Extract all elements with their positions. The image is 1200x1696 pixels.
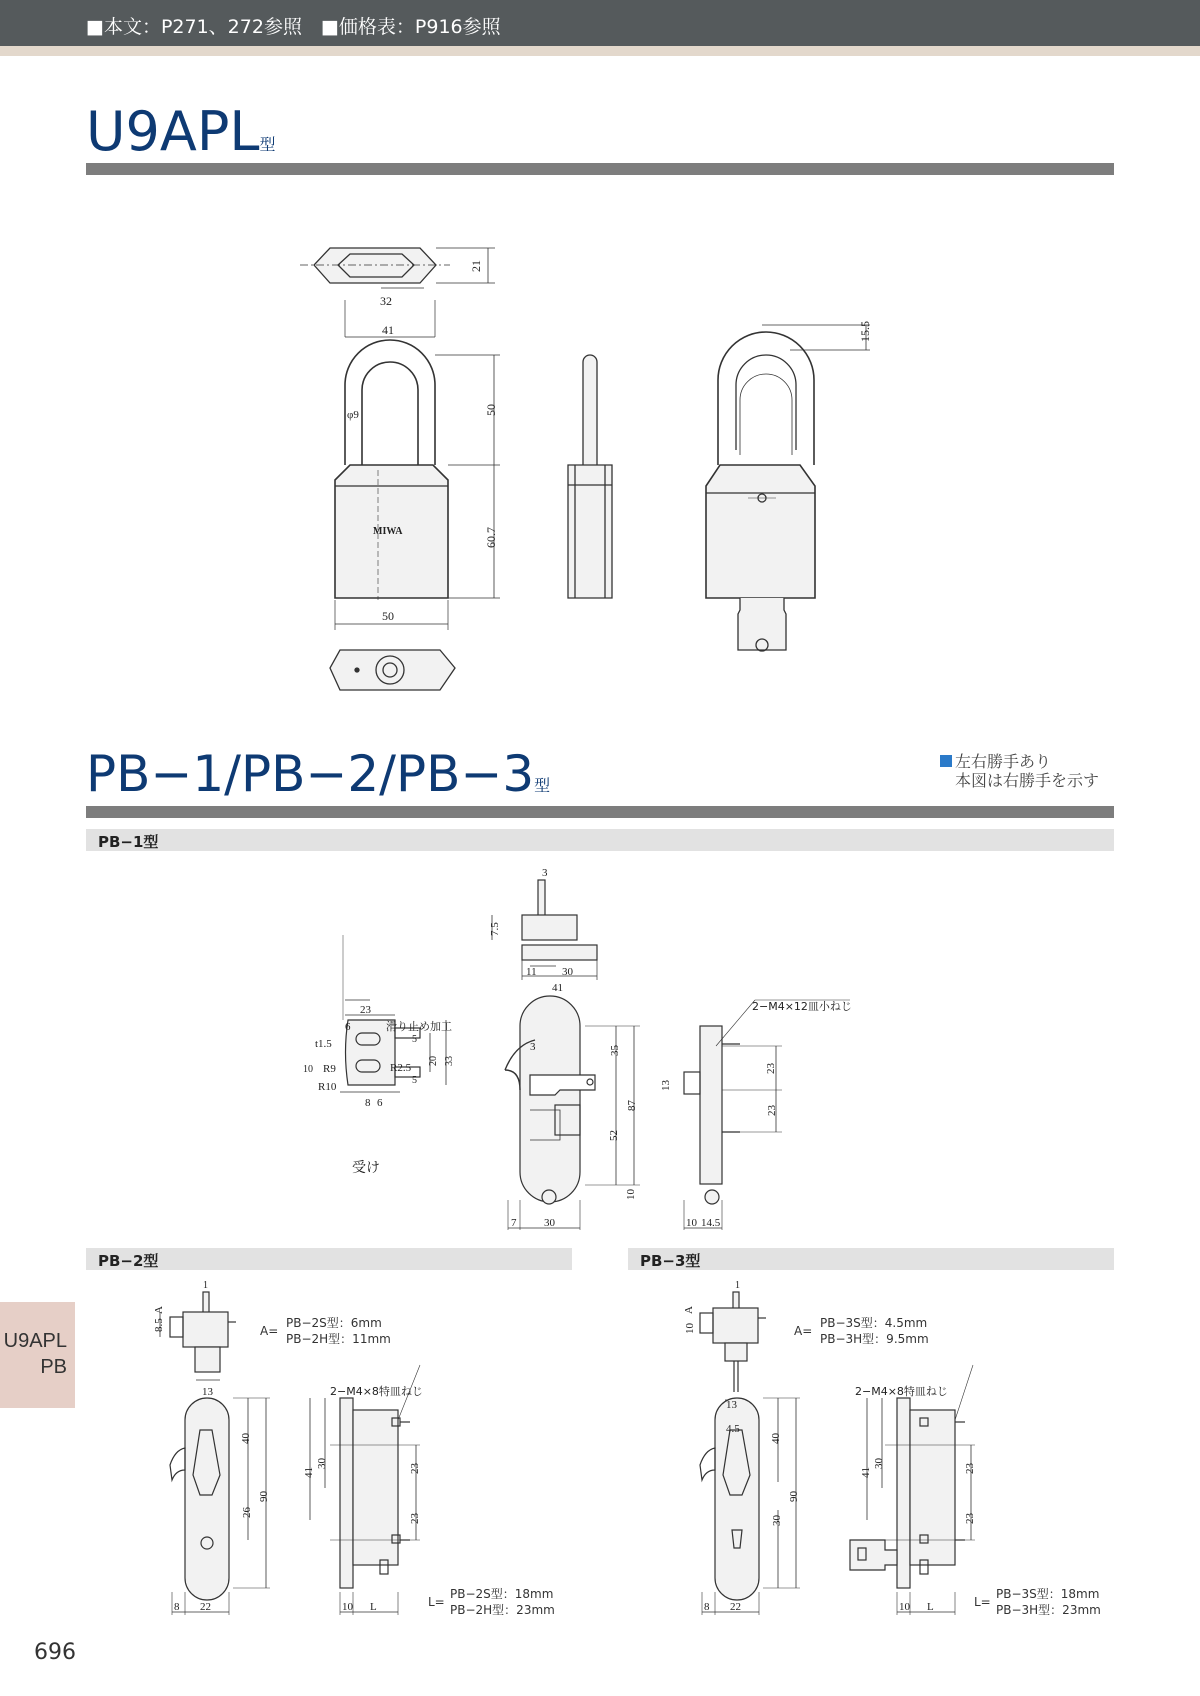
note-line-2: 本図は右勝手を示す xyxy=(955,771,1100,790)
pb2-dim-41: 41 xyxy=(303,1467,315,1478)
pb1-dim-top-30: 30 xyxy=(562,966,573,978)
pb2-dim-8: 8 xyxy=(174,1601,180,1613)
pb1-dim-6b: 6 xyxy=(377,1097,383,1109)
pb2-dim-side-10: 10 xyxy=(342,1601,353,1613)
pb1-dim-35: 35 xyxy=(609,1045,621,1056)
pb-title xyxy=(86,745,550,803)
pb1-screw-label: 2−M4×12皿小ねじ xyxy=(752,1000,852,1013)
pb-handedness-note xyxy=(940,752,1099,790)
pb1-dim-52: 52 xyxy=(608,1130,620,1141)
pb1-dim-5b: 5 xyxy=(412,1075,417,1086)
pb1-receiver-label: 受け xyxy=(352,1160,380,1176)
pb3-screw-label: 2−M4×8特皿ねじ xyxy=(855,1385,948,1398)
pb1-dim-r2-5: R2.5 xyxy=(390,1062,412,1074)
pb3-l-note xyxy=(974,1586,1101,1618)
pb2-dim-90: 90 xyxy=(258,1491,270,1502)
pb3-label-bar xyxy=(628,1248,1114,1270)
pb1-dim-t1-5: t1.5 xyxy=(315,1038,332,1050)
pb1-dim-10v: 10 xyxy=(303,1064,313,1075)
pb1-drawing xyxy=(0,850,1200,1230)
pb3-l-label: L= xyxy=(974,1595,991,1609)
page-number: 696 xyxy=(34,1640,76,1665)
pb2-dim-side-23a: 23 xyxy=(409,1463,421,1474)
note-square-icon xyxy=(940,755,952,767)
header-reference-text: ■本文：P271、272参照 ■価格表：P916参照 xyxy=(86,16,501,38)
pb3-dim-1: 1 xyxy=(735,1280,740,1291)
pb1-anti-slip-note: 滑り止め加工 xyxy=(386,1020,452,1033)
pb1-dim-r10: R10 xyxy=(318,1081,337,1093)
pb2-label-bar xyxy=(86,1248,572,1270)
pb2-label: PB−2型 xyxy=(98,1252,159,1270)
u9apl-title-text: U9APL xyxy=(86,100,260,163)
u9apl-dim-41: 41 xyxy=(382,323,394,337)
pb3-dim-41: 41 xyxy=(860,1467,872,1478)
pb3-dim-30: 30 xyxy=(771,1515,783,1526)
pb3-dim-side-30: 30 xyxy=(873,1458,885,1469)
pb3-a-line-2: PB−3H型：9.5mm xyxy=(820,1332,929,1346)
pb-title-text: PB−1/PB−2/PB−3 xyxy=(86,745,535,803)
pb2-a-note xyxy=(260,1315,391,1347)
pb1-dim-top-7-5: 7.5 xyxy=(489,922,501,936)
pb1-dim-33: 33 xyxy=(444,1056,455,1066)
pb1-dim-side-13: 13 xyxy=(660,1080,672,1091)
pb2-dim-8-5: 8.5 xyxy=(153,1318,165,1332)
u9apl-drawing xyxy=(0,0,1200,720)
pb2-screw-label: 2−M4×8特皿ねじ xyxy=(330,1385,423,1398)
pb1-dim-front-3: 3 xyxy=(530,1041,536,1053)
u9apl-title-suffix: 型 xyxy=(259,135,276,154)
u9apl-dim-21: 21 xyxy=(469,260,483,272)
pb2-a-line-1: PB−2S型：6mm xyxy=(286,1316,382,1330)
u9apl-dim-50-height: 50 xyxy=(484,404,498,416)
pb2-l-line-1: PB−2S型：18mm xyxy=(450,1587,554,1601)
pb1-dim-23: 23 xyxy=(360,1004,371,1016)
pb1-dim-side-23b: 23 xyxy=(766,1105,778,1116)
pb1-dim-5a: 5 xyxy=(412,1034,417,1045)
miwa-logo: MIWA xyxy=(373,526,403,537)
pb2-dim-40: 40 xyxy=(240,1433,252,1444)
pb1-dim-8: 8 xyxy=(365,1097,371,1109)
pb3-l-line-1: PB−3S型：18mm xyxy=(996,1587,1100,1601)
pb2-dim-side-23b: 23 xyxy=(409,1513,421,1524)
pb2-dim-13: 13 xyxy=(202,1386,213,1398)
pb2-dim-22: 22 xyxy=(200,1601,211,1613)
pb1-dim-7: 7 xyxy=(511,1217,517,1229)
pb1-label-bar xyxy=(86,829,1114,851)
pb3-a-label: A= xyxy=(794,1324,813,1338)
pb2-dim-30: 30 xyxy=(316,1458,328,1469)
pb3-label: PB−3型 xyxy=(640,1252,701,1270)
pb3-dim-side-23a: 23 xyxy=(964,1463,976,1474)
pb3-dim-side-l: L xyxy=(927,1601,934,1613)
pb2-a-line-2: PB−2H型：11mm xyxy=(286,1332,391,1346)
pb3-a-note xyxy=(794,1315,929,1347)
pb1-dim-top-3: 3 xyxy=(542,867,548,879)
pb1-dim-r9: R9 xyxy=(323,1063,336,1075)
u9apl-dim-32: 32 xyxy=(380,294,392,308)
pb-title-rule xyxy=(86,806,1114,818)
pb1-dim-side-14-5: 14.5 xyxy=(701,1217,721,1229)
pb1-dim-side-23a: 23 xyxy=(765,1063,777,1074)
pb3-dim-4-5: 4.5 xyxy=(726,1423,740,1435)
u9apl-dim-phi9: φ9 xyxy=(347,409,359,421)
side-tab-line-2: PB xyxy=(40,1356,67,1378)
pb1-dim-20: 20 xyxy=(428,1056,439,1066)
pb3-dim-90: 90 xyxy=(788,1491,800,1502)
pb2-dim-side-l: L xyxy=(370,1601,377,1613)
pb2-a-label: A= xyxy=(260,1324,279,1338)
pb2-dim-1: 1 xyxy=(203,1280,208,1291)
pb3-l-line-2: PB−3H型：23mm xyxy=(996,1603,1101,1617)
pb1-dim-10: 10 xyxy=(625,1189,637,1200)
pb2-l-label: L= xyxy=(428,1595,445,1609)
pb1-label: PB−1型 xyxy=(98,833,159,851)
u9apl-dim-60-7: 60.7 xyxy=(484,527,498,548)
pb2-l-note xyxy=(428,1586,555,1618)
pb3-dim-40: 40 xyxy=(770,1433,782,1444)
pb1-dim-side-10: 10 xyxy=(686,1217,697,1229)
pb1-dim-6: 6 xyxy=(345,1021,351,1033)
pb2-l-line-2: PB−2H型：23mm xyxy=(450,1603,555,1617)
pb2-dim-a: A xyxy=(153,1306,165,1314)
side-tab-line-1: U9APL xyxy=(3,1330,67,1352)
pb1-dim-top-41: 41 xyxy=(552,982,563,994)
pb3-dim-side-10: 10 xyxy=(899,1601,910,1613)
pb3-a-line-1: PB−3S型：4.5mm xyxy=(820,1316,928,1330)
pb-title-suffix: 型 xyxy=(534,776,551,795)
note-line-1: 左右勝手あり xyxy=(955,752,1052,771)
pb2-dim-26: 26 xyxy=(241,1507,253,1518)
u9apl-dim-50-width: 50 xyxy=(382,609,394,623)
u9apl-dim-15-5: 15.5 xyxy=(858,321,872,342)
section-side-tab[interactable] xyxy=(0,1302,75,1408)
pb3-dim-22: 22 xyxy=(730,1601,741,1613)
pb1-dim-30: 30 xyxy=(544,1217,555,1229)
pb3-dim-a: A xyxy=(683,1306,695,1314)
pb3-dim-10: 10 xyxy=(684,1323,696,1334)
pb3-dim-13: 13 xyxy=(726,1399,737,1411)
pb1-dim-top-11: 11 xyxy=(526,966,537,978)
pb3-dim-8: 8 xyxy=(704,1601,710,1613)
pb3-dim-side-23b: 23 xyxy=(964,1513,976,1524)
pb1-dim-87: 87 xyxy=(626,1100,638,1111)
